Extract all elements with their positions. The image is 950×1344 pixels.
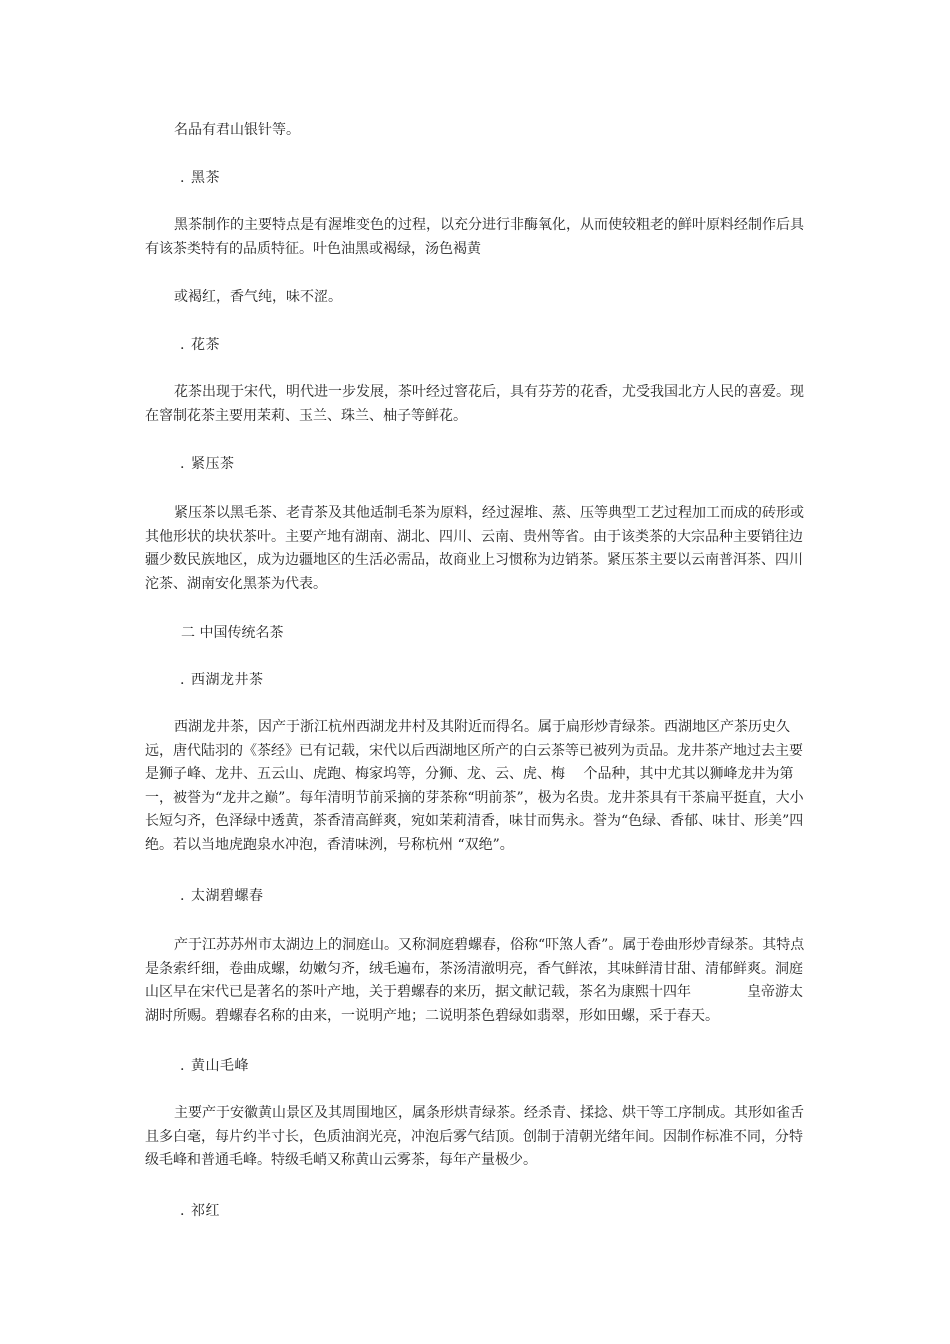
heading-number: . (180, 456, 185, 472)
heading-number: . (180, 337, 185, 353)
heading-text: 太湖碧螺春 (190, 888, 264, 904)
heading-biluochun (145, 885, 848, 909)
heading-qihong (145, 1200, 848, 1224)
heading-text: 花茶 (190, 337, 220, 353)
heading-text: 西湖龙井茶 (190, 672, 264, 688)
heading-maofeng (145, 1055, 848, 1079)
section-heading-famous-tea: 二 中国传统名茶 (181, 625, 284, 641)
heading-number: . (180, 1058, 185, 1074)
paragraph-maofeng: 主要产于安徽黄山景区及其周围地区，属条形烘青绿茶。经杀青、揉捻、烘干等工序制成。其形如雀舌且多白毫，每片约半寸长，色质油润光亮，冲泡后雾气结顶。创制于清朝光绪年间。因制作标准不同，分特级毛峰和普通毛峰。特级毛峭又称黄山云雾茶，每年产量极少。 (145, 1105, 804, 1168)
heading-text: 紧压茶 (190, 456, 235, 472)
paragraph-jinya: 紧压茶以黑毛茶、老青茶及其他适制毛茶为原料，经过渥堆、蒸、压等典型工艺过程加工而成的砖形或其他形状的块状茶叶。主要产地有湖南、湖北、四川、云南、贵州等省。由于该类茶的大宗品种主要销往边疆少数民族地区，成为边疆地区的生活必需品，故商业上习惯称为边销茶。紧压茶主要以云南普洱茶、四川沱茶、湖南安化黑茶为代表。 (145, 505, 804, 592)
heading-number: . (180, 672, 185, 688)
heading-text: 黑茶 (190, 170, 220, 186)
paragraph-heicha-1: 黑茶制作的主要特点是有渥堆变色的过程，以充分进行非酶氧化，从而使较粗老的鲜叶原料经制作后具有该茶类特有的品质特征。叶色油黑或褐绿，汤色褐黄 (145, 217, 804, 257)
heading-jinya (145, 453, 848, 477)
heading-longjing (145, 669, 848, 693)
heading-number: . (180, 170, 185, 186)
heading-heicha (145, 167, 848, 191)
paragraph-biluochun: 产于江苏苏州市太湖边上的洞庭山。又称洞庭碧螺春，俗称“吓煞人香”。属于卷曲形炒青绿茶。其特点是条索纤细，卷曲成螺，幼嫩匀齐，绒毛遍布，茶汤清澈明亮，香气鲜浓，其味鲜清甘甜、清郁鲜爽。洞庭山区早在宋代已是著名的茶叶产地，关于碧螺春的来历，据文献记载，茶名为康熙十四年 皇帝游太湖时所赐。碧螺春名称的由来，一说明产地；二说明茶色碧绿如翡翠，形如田螺，采于春天。 (145, 937, 805, 1024)
heading-number: . (180, 1203, 185, 1219)
heading-text: 祁红 (190, 1203, 220, 1219)
paragraph-heicha-2: 或褐红，香气纯，味不涩。 (174, 289, 342, 305)
paragraph-huacha: 花茶出现于宋代，明代进一步发展，茶叶经过窨花后，具有芬芳的花香，尤受我国北方人民的喜爱。现在窨制花茶主要用茉莉、玉兰、珠兰、柚子等鲜花。 (145, 384, 804, 424)
heading-number: . (180, 888, 185, 904)
heading-huacha (145, 334, 848, 358)
paragraph-junshan: 名品有君山银针等。 (174, 122, 300, 138)
paragraph-longjing: 西湖龙井茶，因产于浙江杭州西湖龙井村及其附近而得名。属于扁形炒青绿茶。西湖地区产茶历史久远，唐代陆羽的《茶经》已有记载，宋代以后西湖地区所产的白云茶等已被列为贡品。龙井茶产地过去主要是狮子峰、龙井、五云山、虎跑、梅家坞等，分狮、龙、云、虎、梅 个品种，其中尤其以狮峰龙井为第一，被誉为“龙井之巅”。每年清明节前采摘的芽茶称“明前茶”，极为名贵。龙井茶具有干茶扁平挺直，大小长短匀齐，色泽绿中透黄，茶香清高鲜爽，宛如茉莉清香，味甘而隽永。誉为“色绿、香郁、味甘、形美”四绝。若以当地虎跑泉水冲泡，香清味洌，号称杭州 “双绝”。 (145, 719, 804, 853)
heading-text: 黄山毛峰 (190, 1058, 249, 1074)
